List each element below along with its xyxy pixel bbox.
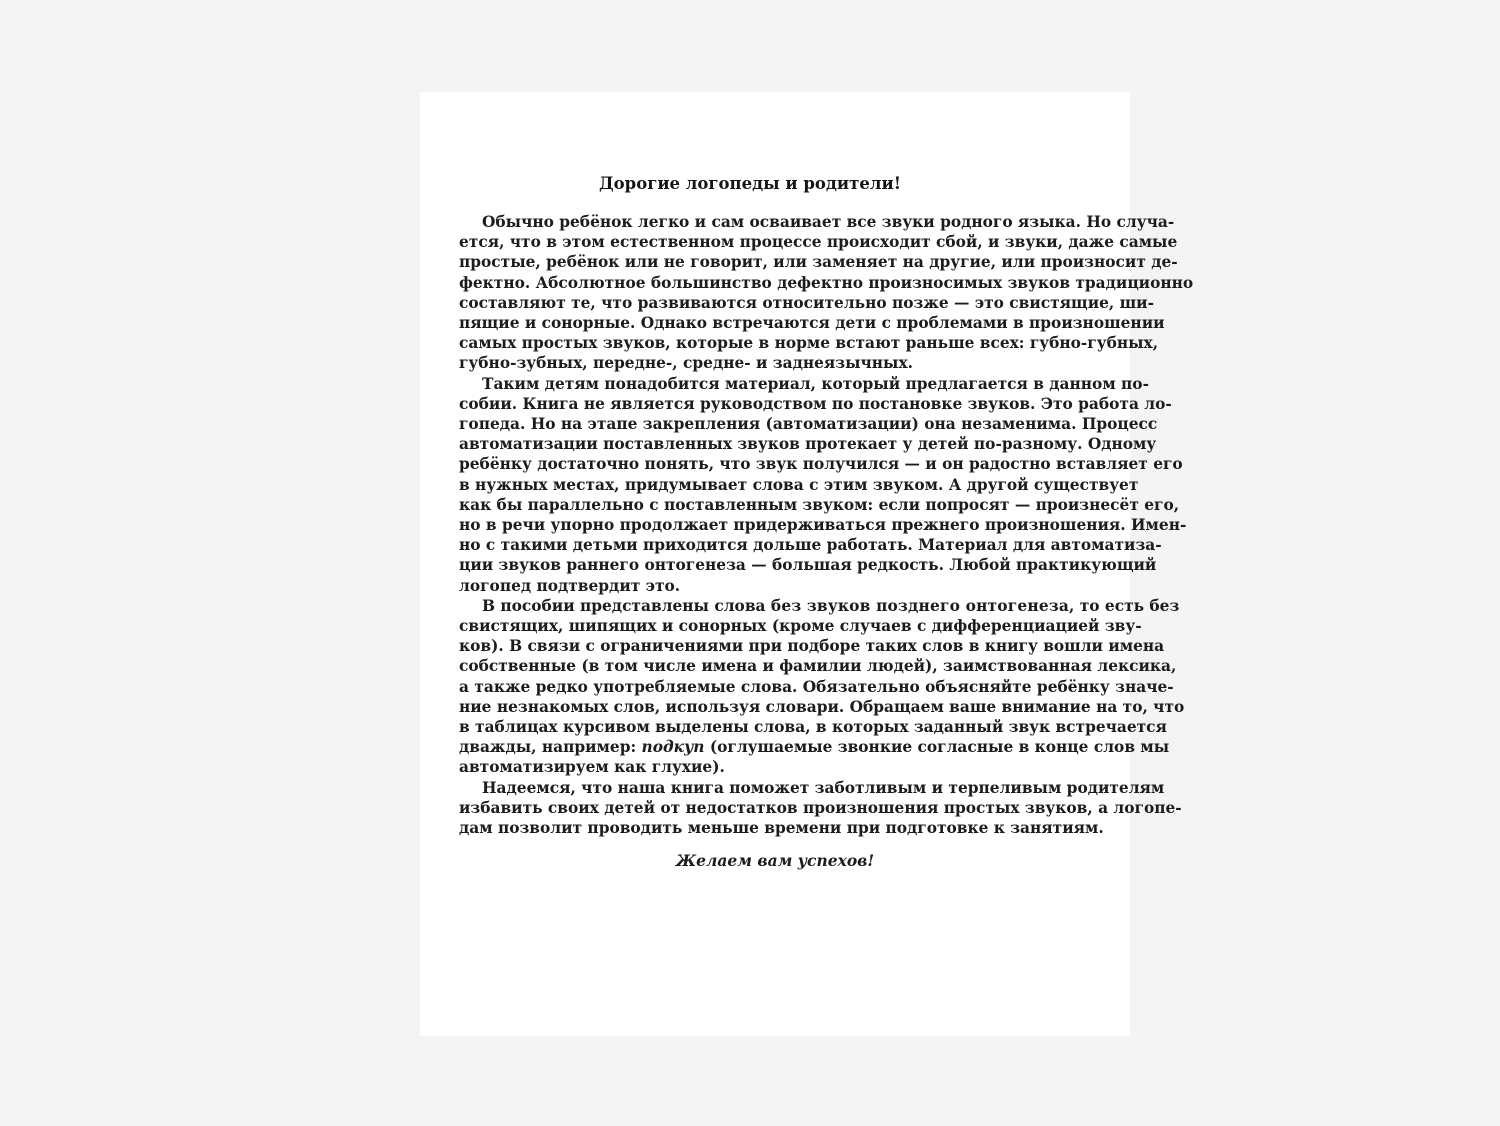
emphasis-text: без звуков позднего онтогенеза xyxy=(770,596,1070,615)
text-line: Надеемся, что наша книга поможет заботливым и терпеливым родителям xyxy=(482,778,1165,797)
text-line: логопед подтвердит это. xyxy=(459,576,681,595)
text-line: автоматизируем как глухие). xyxy=(459,758,725,777)
text-line: автоматизации поставленных звуков протекает у детей по-разному. Одному xyxy=(459,435,1157,454)
text-line: в нужных местах, придумывает слова с этим звуком. А другой существует xyxy=(459,475,1139,494)
line-text-before-example: дважды, например: xyxy=(459,738,642,757)
text-line: но в речи упорно продолжает придерживаться прежнего произношения. Имен- xyxy=(459,516,1187,535)
text-line: губно-зубных, передне-, средне- и заднеязычных. xyxy=(459,354,914,373)
text-line: простые, ребёнок или не говорит, или заменяет на другие, или произносит де- xyxy=(459,253,1178,272)
text-line: дам позволит проводить меньше времени при подготовке к занятиям. xyxy=(459,819,1104,838)
line-text-before-emphasis: В пособии представлены слова xyxy=(482,596,771,615)
text-line: а также редко употребляемые слова. Обязательно объясняйте ребёнку значе- xyxy=(459,677,1174,696)
text-line: самых простых звуков, которые в норме встают раньше всех: губно-губных, xyxy=(459,334,1159,353)
text-line: ребёнку достаточно понять, что звук получился — и он радостно вставляет его xyxy=(459,455,1183,474)
paragraph-4 xyxy=(459,778,1182,839)
text-line: как бы параллельно с поставленным звуком: если попросят — произнесёт его, xyxy=(459,495,1180,514)
text-line: собственные (в том числе имена и фамилии людей), заимствованная лексика, xyxy=(459,657,1177,676)
line-text-after-example: (оглушаемые звонкие согласные в конце слов мы xyxy=(704,738,1170,757)
page-title: Дорогие логопеды и родители! xyxy=(598,174,902,193)
text-line: пящие и сонорные. Однако встречаются дети с проблемами в произношении xyxy=(459,314,1165,333)
text-line: Обычно ребёнок легко и сам осваивает все звуки родного языка. Но случа- xyxy=(482,213,1175,231)
text-line: ков). В связи с ограничениями при подборе таких слов в книгу вошли имена xyxy=(459,637,1165,656)
letter-body xyxy=(459,212,1194,838)
text-line: ется, что в этом естественном процессе происходит сбой, и звуки, даже самые xyxy=(459,233,1178,252)
closing-line: Желаем вам успехов! xyxy=(675,851,875,870)
text-line: избавить своих детей от недостатков произношения простых звуков, а логопе- xyxy=(459,798,1182,817)
text-line: составляют те, что развиваются относительно позже — это свистящие, ши- xyxy=(459,293,1154,312)
text-line: но с такими детьми приходится дольше работать. Материал для автоматиза- xyxy=(459,536,1162,555)
example-word: подкуп xyxy=(641,738,705,757)
text-line: Таким детям понадобится материал, который предлагается в данном по- xyxy=(482,374,1149,393)
text-line: гопеда. Но на этапе закрепления (автоматизации) она незаменима. Процесс xyxy=(459,415,1158,434)
text-line: свистящих, шипящих и сонорных (кроме случаев с дифференциацией зву- xyxy=(459,617,1142,636)
text-line: фектно. Абсолютное большинство дефектно произносимых звуков традиционно xyxy=(459,273,1194,292)
text-line xyxy=(459,596,1180,616)
text-line: ции звуков раннего онтогенеза — большая редкость. Любой практикующий xyxy=(459,556,1157,575)
paragraph-2 xyxy=(459,374,1187,596)
text-line: ние незнакомых слов, используя словари. Обращаем ваше внимание на то, что xyxy=(459,697,1185,716)
text-line: в таблицах курсивом выделены слова, в которых заданный звук встречается xyxy=(459,718,1167,737)
paragraph-1 xyxy=(459,212,1194,374)
paragraph-3 xyxy=(459,596,1185,778)
text-line xyxy=(459,737,1170,757)
text-line: собии. Книга не является руководством по постановке звуков. Это работа ло- xyxy=(459,394,1172,413)
line-text-after-emphasis: , то есть без xyxy=(1069,596,1180,615)
